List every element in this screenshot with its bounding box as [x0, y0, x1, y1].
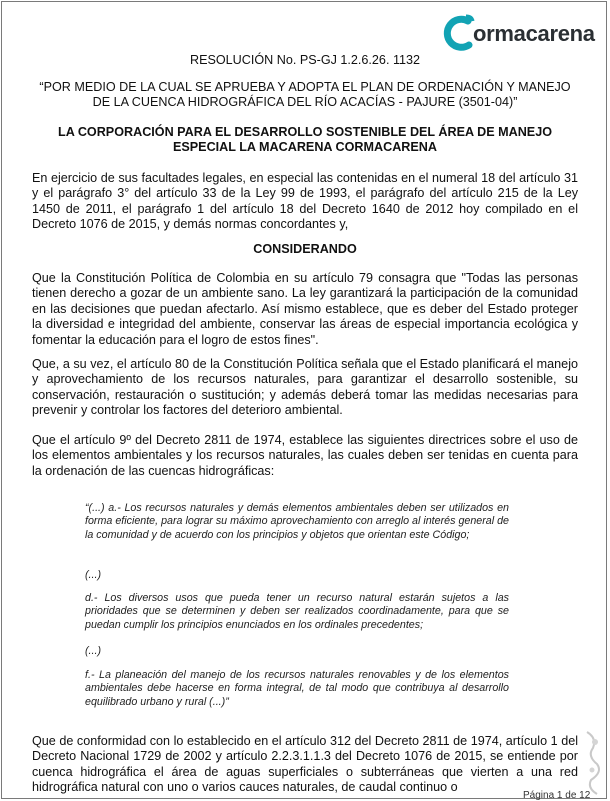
preamble-paragraph: En ejercicio de sus facultades legales, en especial las contenidas en el numeral 18 del artículo 31 y el parágrafo 3° del artículo 33 de la Ley 99 de 1993, el parágrafo del artículo 215 de la Ley 1450 de 2011, el parágrafo 1 del artículo 18 del Decreto 1640 de 2012 hoy compilado en el Decreto 1076 de 2015, y demás normas concordantes y,: [32, 171, 578, 232]
paragraph-art80: Que, a su vez, el artículo 80 de la Constitución Política señala que el Estado planificará el manejo y aprovechamiento de los recursos naturales, para garantizar el desarrollo sostenible, su conservación, restauración o sustitución; y además deberá tomar las medidas necesarias para prevenir y controlar los factores del deterioro ambiental.: [32, 357, 578, 418]
resolution-title: “POR MEDIO DE LA CUAL SE APRUEBA Y ADOPTA EL PLAN DE ORDENACIÓN Y MANEJO DE LA CUENCA HIDROGRÁFICA DEL RÍO ACACÍAS - PAJURE (3501-04)”: [39, 80, 571, 110]
quote-item-d: d.- Los diversos usos que pueda tener un recurso natural estarán sujetos a las prioridades que se determinen y deben ser realizados coordinadamente, para que se puedan cumplir los principios enunciados en los ordinales precedentes;: [85, 592, 509, 631]
logo-text: ormacarena: [473, 21, 595, 46]
quote-item-f: f.- La planeación del manejo de los recursos naturales renovables y de los elementos ambientales debe hacerse en forma integral, de tal modo que contribuya al desarrollo equilibrado urbano y rural (...)”: [85, 669, 509, 708]
considerando-heading: CONSIDERANDO: [253, 242, 357, 256]
paragraph-art79: Que la Constitución Política de Colombia en su artículo 79 consagra que "Todas las personas tienen derecho a gozar de un ambiente sano. La ley garantizará la participación de la comunidad en las decisiones que puedan afectarlo. Así mismo establece, que es deber del Estado proteger la diversidad e integridad del ambiente, conservar las áreas de especial importancia ecológica y fomentar la educación para el logro de estos fines".: [32, 271, 578, 347]
cormacarena-logo: [442, 14, 602, 54]
quote-ellipsis-1: (...): [85, 569, 102, 581]
resolution-number: RESOLUCIÓN No. PS-GJ 1.2.6.26. 1132: [189, 53, 421, 67]
paragraph-art9: Que el artículo 9º del Decreto 2811 de 1974, establece las siguientes directrices sobre el uso de los elementos ambientales y los recursos naturales, las cuales deben ser tenidas en cuenta para la ordenación de las cuencas hidrográficas:: [32, 433, 578, 478]
paragraph-art312: Que de conformidad con lo establecido en el artículo 312 del Decreto 2811 de 1974, artículo 1 del Decreto Nacional 1729 de 2002 y artículo 2.2.3.1.1.3 del Decreto 1076 de 2015, se entiende por cuenca hidrográfica el área de aguas superficiales o subterráneas que vierten a una red hidrográfica natural con uno o varios cauces naturales, de caudal continuo o: [32, 734, 578, 795]
quote-item-a: “(...) a.- Los recursos naturales y demás elementos ambientales deben ser utilizados en forma eficiente, para lograr su máximo aprovechamiento con arreglo al interés general de la comunidad y de acuerdo con los principios y objetos que orientan este Código;: [85, 502, 509, 541]
issuer-heading: LA CORPORACIÓN PARA EL DESARROLLO SOSTENIBLE DEL ÁREA DE MANEJO ESPECIAL LA MACARENA CORMACARENA: [58, 125, 552, 155]
seal-stamp-icon: [583, 728, 605, 798]
cormacarena-c-icon: [442, 14, 476, 54]
page-number: Página 1 de 12: [523, 790, 591, 801]
quote-ellipsis-2: (...): [85, 645, 102, 657]
